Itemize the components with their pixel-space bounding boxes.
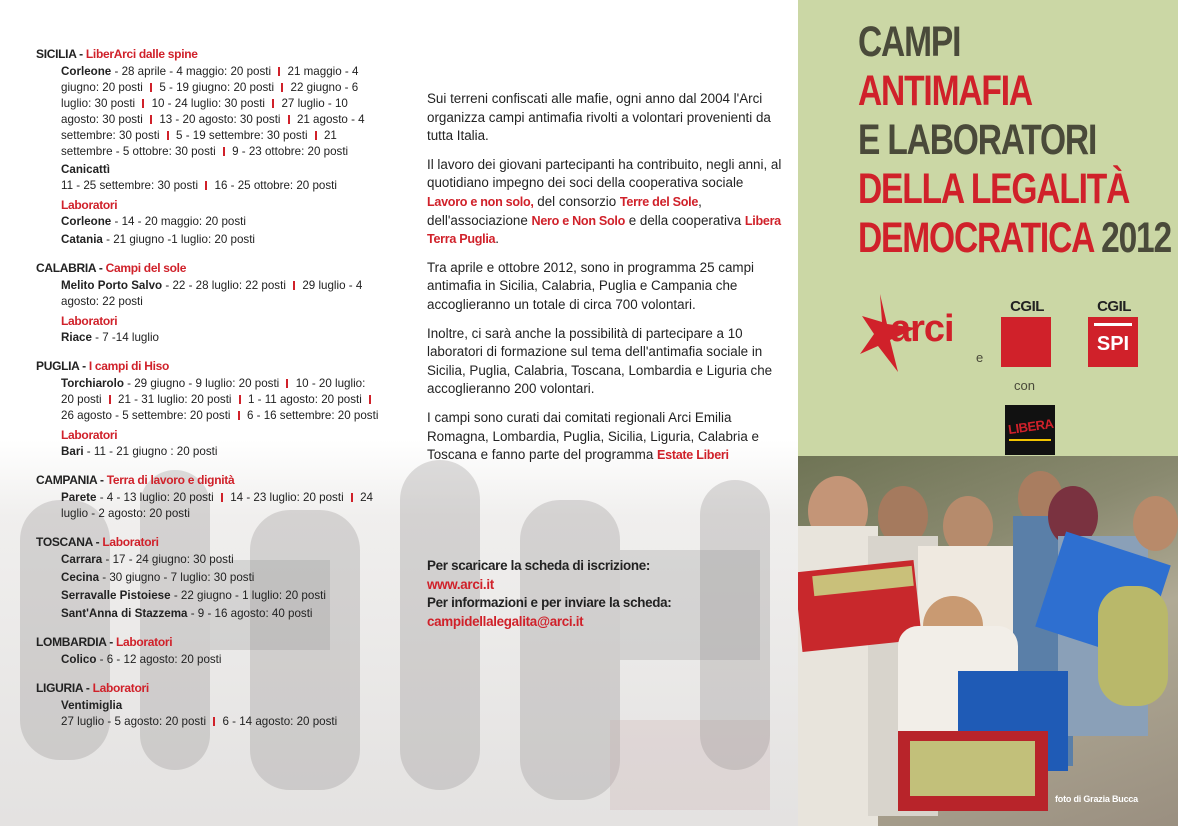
arci-logo: arci [890,308,954,350]
camp-place: Canicattì [61,163,110,176]
camp-entry: Carrara - 17 - 24 giugno: 30 posti [61,553,234,566]
region-toscana [36,534,381,622]
intro-paragraph-3: Tra aprile e ottobre 2012, sono in programma 25 campi antimafia in Sicilia, Calabria, Puglia e Campania che accoglieranno un totale di circa 700 volontari. [427,259,755,312]
region-title: LIGURIA - Laboratori [36,681,149,695]
info-email-link[interactable]: campidellalegalita@arci.it [427,613,584,629]
separator-bar [293,281,295,290]
separator-bar [239,395,241,404]
laboratori-heading: Laboratori [61,198,118,212]
separator-bar [167,131,169,140]
camp-entry: Riace - 7 -14 luglio [61,331,159,344]
separator-bar [109,395,111,404]
with-text: con [1014,378,1035,393]
laboratori-heading: Laboratori [61,314,118,328]
title-line-3: E LABORATORI [858,116,1097,164]
laboratori-heading: Laboratori [61,428,118,442]
camp-entry: Melito Porto Salvo - 22 - 28 luglio: 22 posti 29 luglio - 4 agosto: 22 posti [61,279,363,308]
camps-list [36,46,381,742]
contacts [427,557,671,631]
camp-entry: Bari - 11 - 21 giugno : 20 posti [61,445,218,458]
info-label: Per informazioni e per inviare la scheda: [427,595,672,611]
separator-bar [286,379,288,388]
cover-photo [798,456,1178,826]
region-title: PUGLIA - I campi di Hiso [36,359,170,373]
region-title: CALABRIA - Campi del sole [36,261,187,275]
title-line-1: CAMPI [858,18,961,66]
libera-logo: LIBERA [1005,405,1055,455]
region-title: TOSCANA - Laboratori [36,535,159,549]
intro-paragraph-1: Sui terreni confiscati alle mafie, ogni anno dal 2004 l'Arci organizza campi antimafia rivolti a volontari provenienti da tutta Italia. [427,91,771,144]
separator-bar [221,493,223,502]
separator-bar [213,717,215,726]
camp-entry: Parete - 4 - 13 luglio: 20 posti 14 - 23 luglio: 20 posti 24 luglio - 2 agosto: 20 posti [61,491,373,520]
separator-bar [150,83,152,92]
cgil-logo: CGIL [1001,298,1053,367]
region-title: SICILIA - LiberArci dalle spine [36,47,198,61]
separator-bar [223,147,225,156]
cgil-spi-logo: CGIL SPI [1088,298,1140,367]
intro-paragraph-4: Inoltre, ci sarà anche la possibilità di partecipare a 10 laboratori di formazione sul tema dell'antimafia sociale in Sicilia, Puglia, Calabria, Toscana, Lombardia e Liguria che accoglieranno 200 volontari. [427,325,773,397]
region-liguria [36,680,381,730]
download-label: Per scaricare la scheda di iscrizione: [427,558,651,573]
separator-bar [281,83,283,92]
camp-dates: 27 luglio - 5 agosto: 20 posti 6 - 14 agosto: 20 posti [61,715,338,728]
intro-paragraph-2: Il lavoro dei giovani partecipanti ha contribuito, negli anni, al quotidiano impegno dei soci della cooperativa sociale Lavoro e non solo, del consorzio Terre del Sole, dell'associazione Nero e Non Solo e della cooperativa Libera Terra Puglia. [427,156,782,247]
title-line-4: DELLA LEGALITÀ [858,165,1130,213]
separator-bar [150,115,152,124]
camp-entry: Serravalle Pistoiese - 22 giugno - 1 luglio: 20 posti [61,589,326,602]
camp-entry: Corleone - 14 - 20 maggio: 20 posti [61,215,246,228]
region-campania [36,472,381,522]
camp-entry: Sant'Anna di Stazzema - 9 - 16 agosto: 40 posti [61,607,313,620]
camp-entry: Torchiarolo - 29 giugno - 9 luglio: 20 posti 10 - 20 luglio: 20 posti 21 - 31 luglio: 20 posti 1 - 11 agosto: 20 posti 26 agosto - 5 settembre: 20 posti 6 - 16 settembre: 20 posti [61,377,379,422]
separator-bar [351,493,353,502]
download-link[interactable]: www.arci.it [427,576,494,592]
region-puglia [36,358,381,460]
cover-title [858,18,1171,263]
cover-panel [798,0,1178,826]
title-line-2: ANTIMAFIA [858,67,1032,115]
region-title: CAMPANIA - Terra di lavoro e dignità [36,473,235,487]
separator-bar [288,115,290,124]
separator-bar [278,67,280,76]
and-text: e [976,350,984,365]
camp-place: Ventimiglia [61,699,123,712]
photo-credit: foto di Grazia Bucca [1054,794,1138,804]
separator-bar [369,395,371,404]
separator-bar [205,181,207,190]
camp-entry: Cecina - 30 giugno - 7 luglio: 30 posti [61,571,255,584]
camp-entry: Corleone - 28 aprile - 4 maggio: 20 posti 21 maggio - 4 giugno: 20 posti 5 - 19 giugno: 20 posti 22 giugno - 6 luglio: 30 posti 10 - 24 luglio: 30 posti 27 luglio - 10 agosto: 30 posti 13 - 20 agosto: 30 posti 21 agosto - 4 settembre: 30 posti 5 - 19 settembre: 30 posti 21 settembre - 5 ottobre: 30 posti 9 - 23 ottobre: 20 posti [61,65,365,158]
region-title: LOMBARDIA - Laboratori [36,635,173,649]
title-line-5: DEMOCRATICA 2012 [858,214,1172,262]
intro-text [427,90,787,475]
logos [798,290,1178,460]
camp-entry: Colico - 6 - 12 agosto: 20 posti [61,653,222,666]
region-sicilia [36,46,381,248]
separator-bar [238,411,240,420]
camp-entry: Catania - 21 giugno -1 luglio: 20 posti [61,233,256,246]
intro-paragraph-5: I campi sono curati dai comitati regionali Arci Emilia Romagna, Lombardia, Puglia, Sicilia, Liguria, Calabria e Toscana e fanno parte del programma Estate Liberi [427,409,759,463]
region-lombardia [36,634,381,668]
region-calabria [36,260,381,346]
camp-dates: 11 - 25 settembre: 30 posti 16 - 25 ottobre: 20 posti [61,179,337,192]
separator-bar [315,131,317,140]
separator-bar [142,99,144,108]
separator-bar [272,99,274,108]
